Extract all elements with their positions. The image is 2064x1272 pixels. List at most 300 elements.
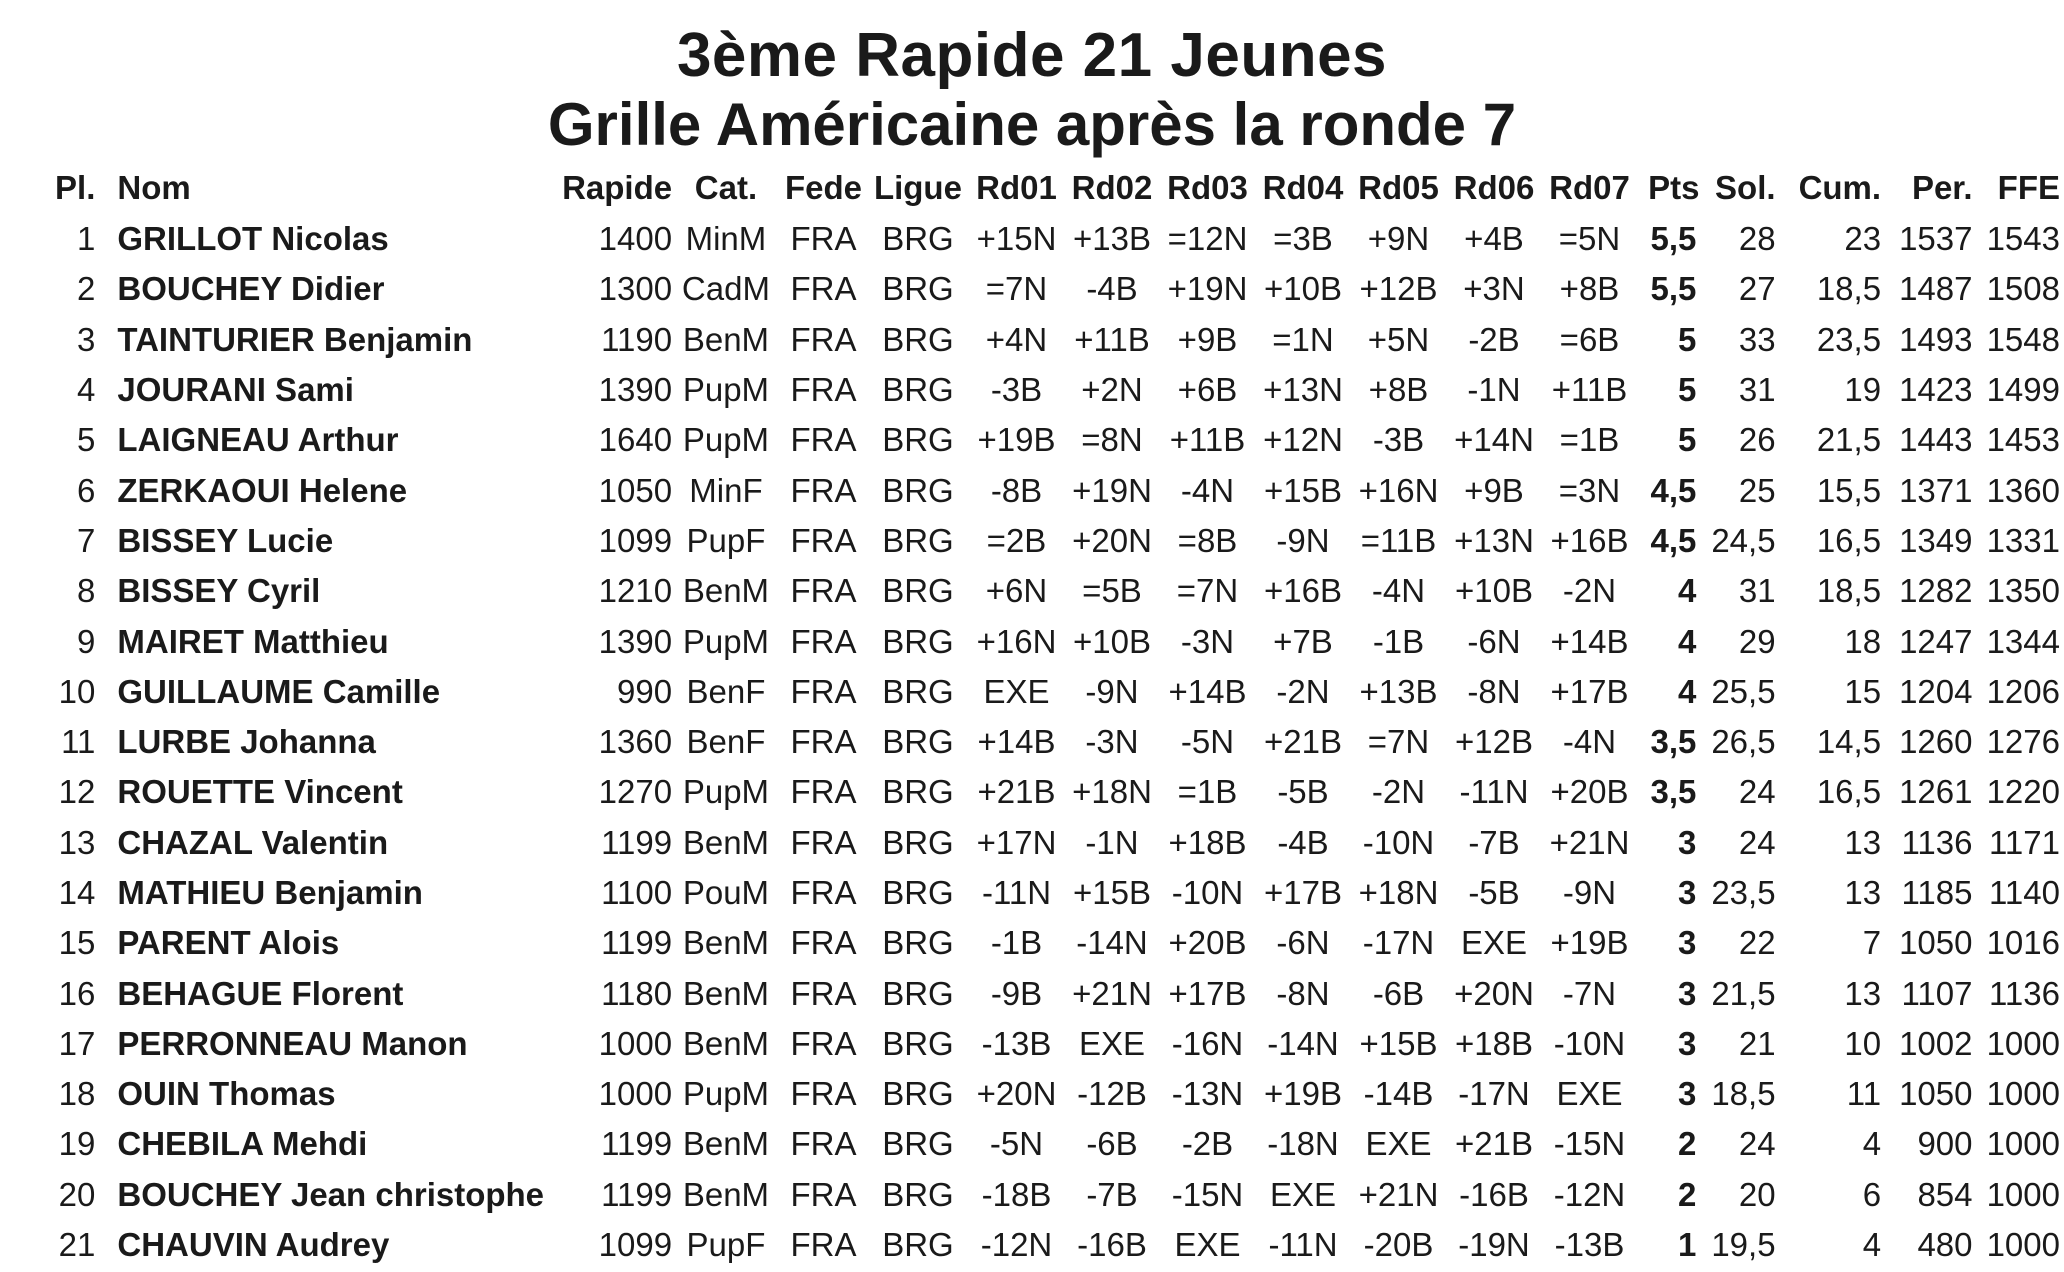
cell-name: BOUCHEY Didier [117,270,385,308]
cell-league: BRG [882,823,954,861]
cell-solkoff: 28 [1738,220,1776,258]
cell-round-06: +18B [1455,1024,1533,1062]
cell-round-05: +15B [1359,1024,1438,1062]
column-header-round-01: Rd01 [976,169,1057,206]
cell-category: MinM [685,220,767,258]
cell-round-07: EXE [1556,1075,1623,1113]
column-header-league: Ligue [873,169,962,206]
cell-round-01: -3B [990,371,1043,409]
cell-place: 15 [58,924,96,962]
table-row [30,667,2060,717]
cell-cumulative: 18,5 [1816,270,1882,308]
cell-round-07: -9N [1562,874,1617,911]
cell-federation: FRA [790,924,857,962]
cell-round-07: +11B [1551,371,1628,409]
column-header-name: Nom [117,169,191,206]
cell-points: 2 [1678,1125,1697,1163]
cell-category: BenF [686,672,766,710]
cell-round-04: -4B [1277,823,1329,861]
cell-round-03: +18B [1168,823,1247,861]
column-header-federation: Fede [784,169,862,206]
cell-round-07: -13B [1554,1226,1625,1264]
cell-name: BISSEY Cyril [117,572,321,610]
cell-ffe-rating: 1140 [1989,874,2060,911]
cell-cumulative: 13 [1844,823,1882,861]
cell-round-03: +19N [1167,270,1248,308]
cell-federation: FRA [790,773,857,811]
cell-performance: 1349 [1899,521,1973,559]
cell-performance: 1371 [1899,471,1973,509]
cell-federation: FRA [790,270,857,308]
cell-round-04: +7B [1273,622,1333,660]
cell-rapid-rating: 1199 [601,924,673,962]
column-header-round-06: Rd06 [1453,169,1535,206]
cell-cumulative: 4 [1862,1226,1882,1264]
cell-round-04: -11N [1268,1226,1338,1264]
cell-points: 4,5 [1650,521,1697,559]
cell-name: LAIGNEAU Arthur [117,421,399,459]
column-header-round-07: Rd07 [1549,169,1630,206]
cell-rapid-rating: 1640 [598,421,673,459]
cell-round-07: -4N [1562,723,1617,761]
cell-round-04: EXE [1269,1175,1337,1213]
cell-federation: FRA [790,371,857,409]
cell-name: ZERKAOUI Helene [117,471,408,509]
cell-rapid-rating: 1390 [598,622,673,660]
cell-place: 20 [58,1175,96,1213]
cell-place: 5 [77,421,96,459]
cell-rapid-rating: 1000 [598,1075,673,1113]
cell-round-03: =1B [1177,773,1238,811]
cell-cumulative: 14,5 [1816,723,1882,761]
cell-round-03: +14B [1168,672,1247,710]
cell-category: BenF [686,723,766,761]
cell-solkoff: 25,5 [1711,672,1776,710]
standings-table [30,162,2060,1270]
cell-league: BRG [882,270,954,308]
cell-round-05: +18N [1358,874,1439,911]
cell-rapid-rating: 1400 [598,220,673,258]
cell-solkoff: 22 [1738,924,1776,962]
cell-round-02: -16B [1077,1226,1147,1264]
cell-solkoff: 24 [1738,823,1776,861]
cell-ffe-rating: 1206 [1986,672,2060,710]
cell-round-04: +17B [1264,874,1342,911]
cell-points: 3 [1678,1075,1697,1113]
cell-round-06: -5B [1468,874,1520,911]
cell-round-04: +13N [1263,371,1343,409]
column-header-round-02: Rd02 [1071,169,1153,206]
cell-category: BenM [682,1125,770,1163]
cell-points: 4,5 [1650,471,1697,509]
cell-round-01: +6N [985,572,1048,610]
cell-federation: FRA [790,471,857,509]
cell-round-06: -11N [1459,773,1529,811]
cell-round-03: +6B [1177,371,1238,409]
cell-round-06: -8N [1467,672,1521,710]
cell-name: ROUETTE Vincent [117,773,403,811]
cell-cumulative: 19 [1844,371,1882,409]
cell-league: BRG [882,672,954,710]
cell-round-03: +17B [1168,974,1247,1012]
table-row [30,264,2060,314]
cell-round-01: +20N [976,1075,1057,1113]
cell-round-03: EXE [1174,1226,1241,1264]
cell-federation: FRA [790,1175,857,1213]
cell-round-03: -3N [1180,622,1235,660]
cell-performance: 1443 [1899,421,1973,459]
cell-points: 3 [1678,974,1697,1012]
cell-rapid-rating: 1000 [598,1024,673,1062]
cell-ffe-rating: 1331 [1986,521,2060,559]
cell-rapid-rating: 1199 [601,1175,673,1213]
cell-round-07: -2N [1562,572,1617,610]
cell-place: 8 [77,572,96,610]
cell-performance: 1537 [1899,220,1973,258]
cell-round-06: +10B [1455,572,1533,610]
column-header-cumulative: Cum. [1798,169,1882,206]
cell-round-07: -15N [1553,1125,1626,1163]
cell-performance: 1050 [1899,1075,1973,1113]
cell-round-07: +19B [1550,924,1629,962]
cell-federation: FRA [790,874,857,911]
cell-performance: 854 [1917,1175,1973,1213]
cell-place: 10 [58,672,96,710]
cell-ffe-rating: 1499 [1986,371,2060,409]
cell-round-02: +19N [1072,471,1152,509]
cell-league: BRG [882,1075,954,1113]
table-row [30,365,2060,415]
cell-points: 5 [1678,320,1697,358]
cell-round-06: +12B [1455,723,1533,761]
cell-round-05: -14B [1363,1075,1434,1113]
column-header-place: Pl. [55,169,96,206]
cell-place: 1 [77,220,96,258]
cell-points: 3 [1678,924,1697,962]
cell-round-05: =7N [1367,723,1430,761]
cell-round-01: -12N [980,1226,1053,1264]
cell-rapid-rating: 1180 [601,974,673,1012]
cell-round-05: +8B [1368,371,1429,409]
cell-round-03: =8B [1177,521,1238,559]
cell-performance: 1487 [1899,270,1973,308]
cell-round-02: +15B [1073,874,1151,911]
cell-ffe-rating: 1276 [1986,723,2060,761]
cell-league: BRG [882,1125,954,1163]
cell-round-05: EXE [1365,1125,1432,1163]
cell-round-01: -5N [989,1125,1044,1163]
cell-round-04: +15B [1264,471,1342,509]
cell-league: BRG [882,1024,954,1062]
cell-cumulative: 13 [1844,874,1882,911]
cell-performance: 480 [1917,1226,1973,1264]
cell-round-02: -3N [1085,723,1139,761]
cell-round-06: -2B [1468,320,1520,358]
cell-category: BenM [682,572,770,610]
cell-round-07: =6B [1559,320,1620,358]
table-row [30,818,2060,868]
cell-round-07: =1B [1559,421,1620,459]
cell-place: 16 [58,974,96,1012]
cell-round-02: +21N [1072,974,1152,1012]
cell-round-05: +12B [1359,270,1438,308]
cell-cumulative: 10 [1844,1024,1882,1062]
cell-round-06: -1N [1467,371,1521,409]
cell-round-06: EXE [1460,924,1528,962]
cell-rapid-rating: 1050 [598,471,673,509]
cell-category: PupF [686,521,766,559]
cell-category: BenM [682,924,770,962]
cell-points: 4 [1678,622,1697,660]
cell-round-04: -9N [1276,521,1330,559]
table-body [30,214,2060,1270]
cell-federation: FRA [790,974,857,1012]
cell-ffe-rating: 1508 [1986,270,2060,308]
cell-solkoff: 24,5 [1711,521,1776,559]
cell-federation: FRA [790,421,857,459]
cell-name: CHAUVIN Audrey [117,1226,390,1264]
cell-place: 4 [77,371,96,409]
cell-round-05: +21N [1358,1175,1439,1213]
cell-name: OUIN Thomas [117,1075,336,1113]
cell-round-01: -9B [990,974,1043,1012]
cell-rapid-rating: 1390 [598,371,673,409]
cell-round-01: =7N [985,270,1048,308]
cell-place: 11 [61,723,96,761]
cell-points: 4 [1678,572,1697,610]
table-row [30,717,2060,767]
cell-league: BRG [882,1175,954,1213]
cell-solkoff: 31 [1738,572,1776,610]
cell-round-04: =3B [1273,220,1333,258]
table-row [30,918,2060,968]
cell-solkoff: 21 [1738,1024,1776,1062]
cell-cumulative: 16,5 [1816,521,1882,559]
cell-federation: FRA [790,1125,857,1163]
cell-federation: FRA [790,622,857,660]
cell-league: BRG [882,773,954,811]
cell-round-05: -20B [1363,1226,1434,1264]
cell-solkoff: 33 [1738,320,1776,358]
cell-performance: 1002 [1899,1024,1973,1062]
table-row [30,1119,2060,1169]
cell-place: 9 [77,622,96,660]
cell-performance: 1136 [1901,823,1973,861]
cell-performance: 1493 [1899,320,1973,358]
cell-name: GUILLAUME Camille [117,672,441,710]
cell-cumulative: 6 [1862,1175,1882,1213]
cell-round-03: =7N [1176,572,1239,610]
cell-ffe-rating: 1543 [1986,220,2060,258]
cell-performance: 1423 [1899,371,1973,409]
cell-round-03: -2B [1181,1125,1234,1163]
cell-round-02: EXE [1078,1024,1146,1062]
cell-solkoff: 26 [1738,421,1776,459]
cell-federation: FRA [790,1024,857,1062]
cell-points: 4 [1678,672,1697,710]
cell-solkoff: 21,5 [1711,974,1776,1012]
cell-points: 5,5 [1650,220,1697,258]
cell-round-03: -10N [1171,874,1244,911]
cell-round-05: -6B [1372,974,1425,1012]
cell-ffe-rating: 1000 [1986,1075,2060,1113]
cell-round-02: +13B [1073,220,1151,258]
cell-rapid-rating: 1300 [598,270,673,308]
cell-place: 17 [58,1024,96,1062]
column-header-rapid-rating: Rapide [562,169,673,206]
cell-round-05: +13B [1359,672,1438,710]
cell-round-03: +11B [1169,421,1246,459]
cell-round-04: -5B [1277,773,1329,811]
cell-round-07: +14B [1550,622,1629,660]
cell-name: MATHIEU Benjamin [117,874,423,911]
cell-federation: FRA [790,723,857,761]
cell-round-01: -8B [990,471,1043,509]
cell-category: PupM [682,421,770,459]
cell-round-06: +3N [1463,270,1525,308]
cell-rapid-rating: 1270 [598,773,673,811]
cell-federation: FRA [790,823,857,861]
cell-place: 6 [77,471,96,509]
column-header-category: Cat. [694,169,758,206]
cell-round-04: +16B [1264,572,1342,610]
cell-round-05: +5N [1367,320,1430,358]
cell-solkoff: 23,5 [1711,874,1776,911]
cell-federation: FRA [790,1226,857,1264]
table-header-row [30,162,2060,214]
cell-place: 13 [58,823,96,861]
cell-performance: 1260 [1899,723,1973,761]
cell-round-01: -1B [990,924,1043,962]
cell-round-01: -18B [981,1175,1052,1213]
cell-category: BenM [682,1024,770,1062]
cell-name: PARENT Alois [117,924,340,962]
cell-round-03: +20B [1168,924,1247,962]
cell-category: CadM [681,270,770,308]
cell-league: BRG [882,622,954,660]
cell-round-07: +17B [1550,672,1629,710]
cell-round-02: +11B [1074,320,1150,358]
cell-round-02: +20N [1072,521,1152,559]
cell-category: BenM [682,974,770,1012]
cell-performance: 900 [1917,1125,1973,1163]
table-row [30,1220,2060,1270]
cell-cumulative: 4 [1862,1125,1882,1163]
table-row [30,1170,2060,1220]
cell-category: PupF [686,1226,766,1264]
cell-performance: 1204 [1899,672,1973,710]
cell-round-06: +13N [1454,521,1534,559]
table-row [30,1019,2060,1069]
cell-round-04: +10B [1264,270,1342,308]
cell-performance: 1247 [1899,622,1973,660]
cell-solkoff: 18,5 [1711,1075,1776,1113]
cell-ffe-rating: 1000 [1986,1125,2060,1163]
cell-league: BRG [882,572,954,610]
cell-ffe-rating: 1000 [1986,1226,2060,1264]
column-header-performance: Per. [1911,169,1973,206]
cell-league: BRG [882,874,954,911]
cell-category: BenM [682,823,770,861]
cell-performance: 1107 [1901,974,1973,1012]
cell-place: 19 [58,1125,96,1163]
cell-points: 5,5 [1650,270,1697,308]
cell-points: 3,5 [1650,723,1697,761]
cell-rapid-rating: 1099 [598,1226,673,1264]
cell-round-04: +12N [1263,421,1343,459]
tournament-title: 3ème Rapide 21 Jeunes [676,21,1388,90]
cell-round-02: =8N [1081,421,1143,459]
grid-subtitle: Grille Américaine après la ronde 7 [547,91,1517,158]
cell-round-04: -14N [1267,1024,1339,1062]
cell-round-06: -6N [1467,622,1521,660]
cell-league: BRG [882,1226,954,1264]
cell-place: 12 [58,773,96,811]
cell-ffe-rating: 1171 [1989,823,2060,861]
cell-round-06: -19N [1458,1226,1530,1264]
cell-round-05: -1B [1372,622,1425,660]
cell-cumulative: 23,5 [1816,320,1882,358]
cell-round-01: +17N [976,823,1057,861]
cell-place: 3 [77,320,96,358]
cell-points: 5 [1678,421,1697,459]
cell-performance: 1282 [1899,572,1973,610]
cell-round-05: +16N [1358,471,1439,509]
cell-ffe-rating: 1000 [1986,1024,2060,1062]
cell-solkoff: 31 [1738,371,1776,409]
cell-round-03: =12N [1167,220,1248,258]
cell-ffe-rating: 1016 [1986,924,2060,962]
cell-round-05: -2N [1371,773,1426,811]
cell-round-05: -4N [1371,572,1426,610]
cell-league: BRG [882,471,954,509]
cell-ffe-rating: 1548 [1986,320,2060,358]
cell-round-01: +4N [985,320,1048,358]
cell-points: 3 [1678,823,1697,861]
cell-category: PouM [682,874,770,911]
cell-round-03: -13N [1171,1075,1244,1113]
cell-rapid-rating: 1190 [601,320,673,358]
cell-category: PupM [682,1075,770,1113]
cell-round-02: +10B [1073,622,1151,660]
cell-round-02: =5B [1082,572,1142,610]
cell-round-02: +18N [1072,773,1152,811]
cell-cumulative: 18 [1844,622,1882,660]
cell-solkoff: 20 [1738,1175,1776,1213]
cell-category: BenM [682,320,770,358]
cell-round-06: +20N [1454,974,1534,1012]
cell-name: BEHAGUE Florent [117,974,404,1012]
cell-round-04: +21B [1264,723,1342,761]
cell-ffe-rating: 1350 [1986,572,2060,610]
cell-round-07: -7N [1562,974,1617,1012]
cell-round-05: -3B [1372,421,1425,459]
table-row [30,1069,2060,1119]
cell-round-04: -18N [1267,1125,1339,1163]
cell-performance: 1185 [1901,874,1973,911]
cell-solkoff: 29 [1738,622,1776,660]
cell-round-06: +21B [1455,1125,1533,1163]
cell-place: 7 [77,521,96,559]
cell-ffe-rating: 1453 [1986,421,2060,459]
cell-round-06: +9B [1464,471,1524,509]
cell-round-03: -5N [1180,723,1235,761]
cell-performance: 1261 [1899,773,1973,811]
cell-cumulative: 15 [1844,672,1882,710]
column-header-points: Pts [1648,169,1700,206]
cell-name: LURBE Johanna [117,723,376,761]
column-header-solkoff: Sol. [1715,169,1776,206]
